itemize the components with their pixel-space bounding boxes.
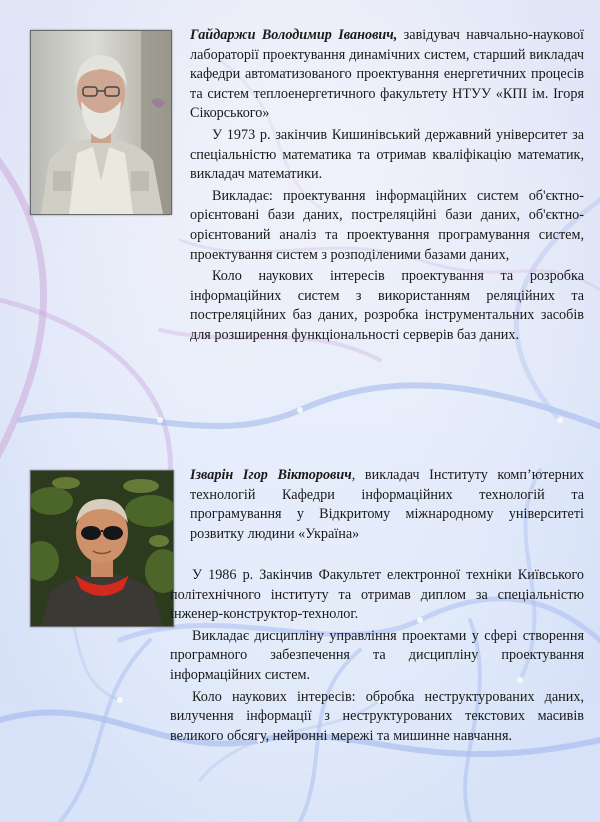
person-name: Гайдаржи Володимир Іванович, xyxy=(190,27,398,43)
research-interests-paragraph: Коло наукових інтересів: обробка неструктурованих даних, вилучення інформації з неструктурованих текстових масивів великого обсягу, нейронні мережі та мишинне навчання. xyxy=(170,688,584,744)
education-paragraph: У 1986 р. Закінчив Факультет електронної техніки Київського політехнічного інституту та отримав диплом за спеціальністю інженер-конструктор-технолог. xyxy=(170,567,584,623)
bio-intro-paragraph xyxy=(190,26,584,124)
person-name: Ізварін Ігор Вікторович xyxy=(190,467,352,483)
education-paragraph: У 1973 р. закінчив Кишинівський державний університет за спеціальністю математика та отримав кваліфікацію математик, викладач математики. xyxy=(190,126,584,183)
teaching-paragraph: Викладає дисципліну управління проектами у сфері створення програмного забезпечення та дисципліну проектування інформаційних систем. xyxy=(170,627,584,683)
bio-izvarin xyxy=(190,466,584,546)
bio-gaidarzhi xyxy=(190,26,584,348)
research-interests-paragraph: Коло наукових інтересів проектування та розробка інформаційних систем з використанням реляційних та постреляційних баз даних, розробка інструментальних засобів для розширення функціональності серверів баз даних. xyxy=(190,268,584,343)
portrait-photo-izvarin xyxy=(30,470,174,627)
portrait-photo-gaidarzhi xyxy=(30,30,172,215)
bio-intro-paragraph xyxy=(190,466,584,544)
position-text: , викладач Інституту комп’ютерних технологій Кафедри інформаційних технологій та програмування у Відкритому міжнародному університеті розвитку людини «Україна» xyxy=(190,467,585,542)
bio-izvarin-continued xyxy=(170,566,584,748)
teaching-paragraph: Викладає: проектування інформаційних систем об'єктно-орієнтовані бази даних, постреляційні бази даних, об'єктно-орієнтований аналіз та проектування програмування систем, проектування систем з розподіленими базами даних, xyxy=(190,187,584,263)
position-text: завідувач навчально-наукової лабораторії проектування динамічних систем, старший викладач кафедри автоматизованого проектування енергетичних процесів та систем теплоенергетичного факультету НТУУ «КПІ ім. Ігоря Сікорського» xyxy=(190,27,584,122)
